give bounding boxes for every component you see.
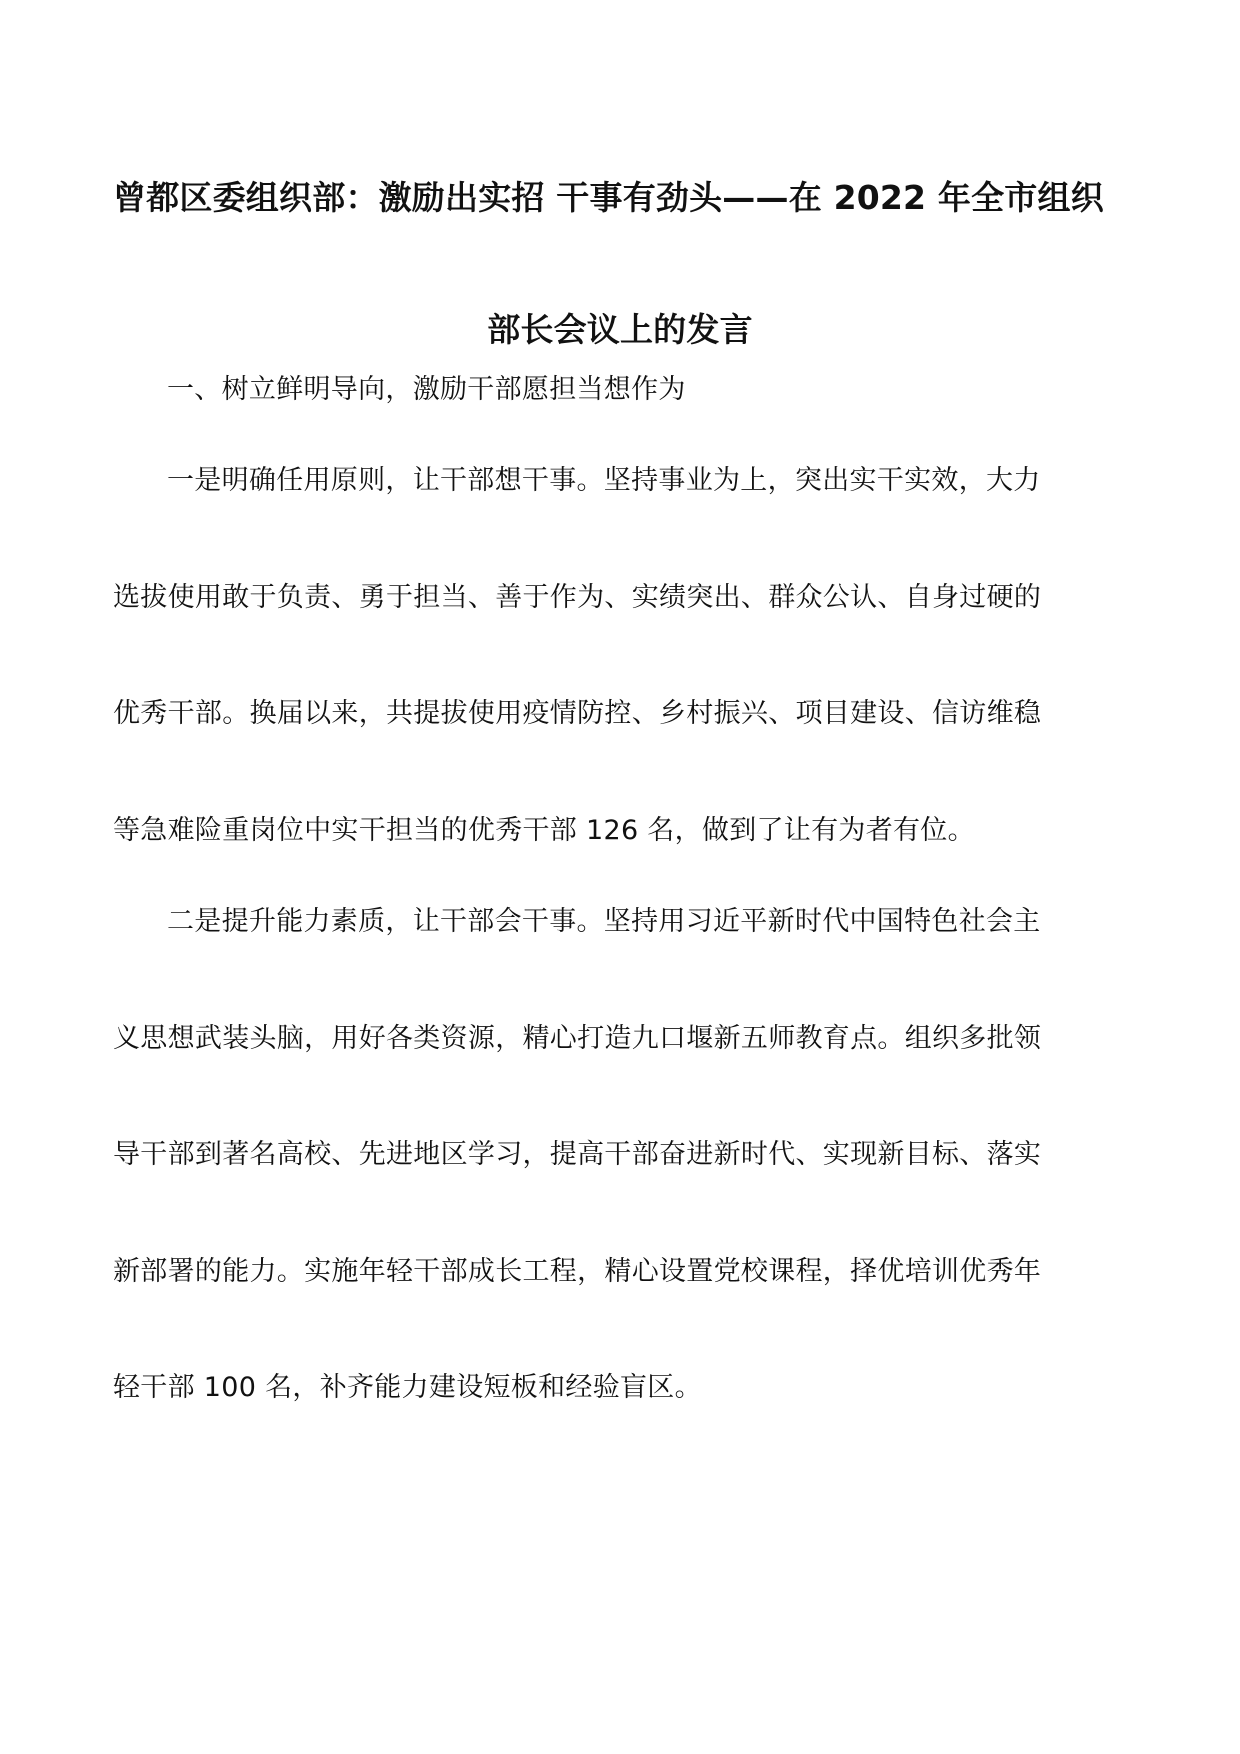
paragraph-2-line: 新部署的能力。实施年轻干部成长工程，精心设置党校课程，择优培训优秀年 [113, 1256, 1042, 1287]
section-heading: 一、树立鲜明导向，激励干部愿担当想作为 [167, 374, 686, 405]
paragraph-2-line: 义思想武装头脑，用好各类资源，精心打造九口堰新五师教育点。组织多批领 [113, 1023, 1042, 1054]
document-title-line-1: 曾都区委组织部：激励出实招 干事有劲头——在 2022 年全市组织 [113, 178, 1104, 217]
paragraph-1-line: 优秀干部。换届以来，共提拔使用疫情防控、乡村振兴、项目建设、信访维稳 [113, 698, 1042, 729]
paragraph-1-line: 一是明确任用原则，让干部想干事。坚持事业为上，突出实干实效，大力 [167, 465, 1041, 496]
paragraph-1-line: 选拔使用敢于负责、勇于担当、善于作为、实绩突出、群众公认、自身过硬的 [113, 582, 1042, 613]
document-title-line-2: 部长会议上的发言 [487, 310, 753, 349]
paragraph-2-line: 二是提升能力素质，让干部会干事。坚持用习近平新时代中国特色社会主 [167, 906, 1041, 937]
paragraph-2-line: 导干部到著名高校、先进地区学习，提高干部奋进新时代、实现新目标、落实 [113, 1139, 1042, 1170]
paragraph-2-line: 轻干部 100 名，补齐能力建设短板和经验盲区。 [113, 1372, 702, 1403]
paragraph-1-line: 等急难险重岗位中实干担当的优秀干部 126 名，做到了让有为者有位。 [113, 815, 975, 846]
